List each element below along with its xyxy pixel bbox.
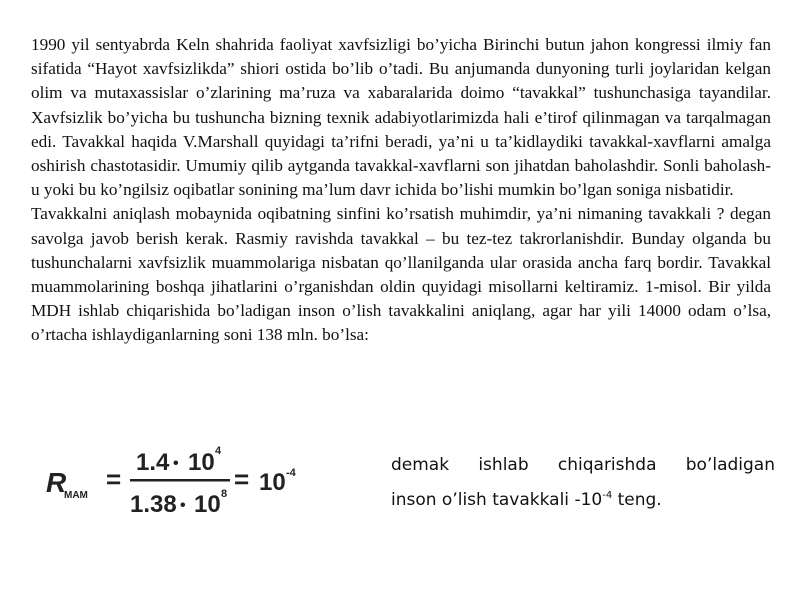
- formula-lhs-symbol: R: [46, 467, 67, 498]
- formula-numerator-exponent: 4: [215, 445, 222, 457]
- conclusion-line-2-prefix: inson o’lish tavakkali -10: [391, 490, 603, 510]
- conclusion-text: [391, 448, 775, 518]
- conclusion-line-2: [391, 483, 775, 518]
- formula-numerator-base: 10: [188, 449, 215, 476]
- formula-lhs-subscript: MAM: [64, 490, 88, 501]
- formula-numerator-mantissa: 1.4: [136, 449, 170, 476]
- document-body: [31, 33, 771, 348]
- formula-denominator-mantissa: 1.38: [130, 491, 177, 518]
- formula-denominator-base: 10: [194, 491, 221, 518]
- formula-denominator-times: •: [180, 497, 186, 514]
- conclusion-line-2-suffix: teng.: [612, 490, 662, 510]
- formula-fraction-bar: [130, 479, 230, 482]
- risk-formula-image: [44, 440, 314, 520]
- formula-equals-1: =: [106, 464, 122, 494]
- formula-result-base: 10: [259, 469, 286, 496]
- paragraph-1: 1990 yil sentyabrda Keln shahrida faoliyat xavfsizligi bo’yicha Birinchi butun jahon kongressi ilmiy fan sifatida “Hayot xavfsizlikda” shiori ostida bo’lib o’tadi. Bu anjumanda dunyoning turli joylaridan kelgan olim va mutaxassislar o’zlarining ma’ruza va xabaralarida doimo “tavakkal” tushunchasiga tayandilar. Xavfsizlik bo’yicha bu tushuncha bizning texnik adabiyotlarimizda hali e’tirof qilinmagan va tarqalmagan edi. Tavakkal haqida V.Marshall quyidagi ta’rifni beradi, ya’ni u ta’kidlaydiki tavakkal-xavflarni amalga oshirish chastotasidir. Umumiy qilib aytganda tavakkal-xavflarni son jihatdan baholashdir. Sonli baholash- u yoki bu ko’ngilsiz oqibatlar sonining ma’lum davr ichida bo’lishi mumkin bo’lgan soniga nisbatidir.: [31, 35, 771, 200]
- formula-result-exponent: -4: [286, 467, 296, 479]
- formula-numerator-times: •: [173, 455, 179, 472]
- paragraph-2: Tavakkalni aniqlash mobaynida oqibatning sinfini ko’rsatish muhimdir, ya’ni nimaning tavakkali ? degan savolga javob berish kerak. Rasmiy ravishda tavakkal – bu tez-tez takrorlanishdir. Bunday olganda bu tushunchalarni xavfsizlik muammolariga nisbatan qo’llanilganda ular orasida ancha farq bordir. Tavakkal muammolarining boshqa jihatlarini o’rganishdan oldin quyidagi misollarni keltiramiz. 1-misol. Bir yilda MDH ishlab chiqarishida bo’ladigan inson o’lish tavakkalini aniqlang, agar har yili 14000 odam o’lsa, o’rtacha ishlaydiganlarning soni 138 mln. bo’lsa:: [31, 204, 771, 345]
- formula-equals-2: =: [234, 464, 250, 494]
- conclusion-line-1: demak ishlab chiqarishda bo’ladigan: [391, 455, 775, 475]
- conclusion-exponent: -4: [602, 490, 613, 501]
- formula-denominator-exponent: 8: [221, 488, 228, 500]
